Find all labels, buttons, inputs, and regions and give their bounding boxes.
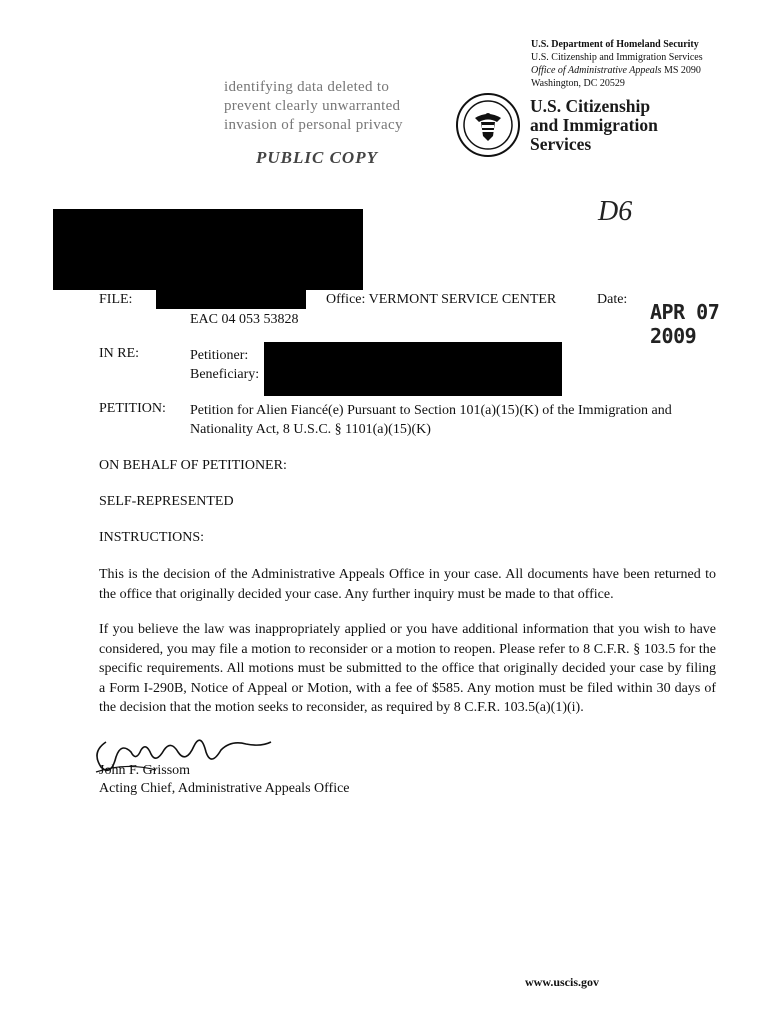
agency-address-block xyxy=(531,38,761,90)
uscis-name-line2: and Immigration xyxy=(530,115,658,135)
self-represented: SELF-REPRESENTED xyxy=(99,494,234,509)
agency-line: U.S. Citizenship and Immigration Services xyxy=(531,52,703,63)
file-number: EAC 04 053 53828 xyxy=(190,312,299,327)
stamp-line1: identifying data deleted to xyxy=(224,79,390,95)
office-label: Office: xyxy=(326,292,366,307)
date-stamp: APR 07 2009 xyxy=(650,300,720,348)
uscis-name-line1: U.S. Citizenship xyxy=(530,96,651,116)
handwritten-mark: D6 xyxy=(598,196,633,227)
office-field xyxy=(326,290,556,309)
petitioner-label: Petitioner: xyxy=(190,348,249,363)
instructions-heading: INSTRUCTIONS: xyxy=(99,530,205,545)
on-behalf-heading: ON BEHALF OF PETITIONER: xyxy=(99,458,287,473)
department-name: U.S. Department of Homeland Security xyxy=(531,39,699,50)
file-label: FILE: xyxy=(99,292,133,307)
redaction-block xyxy=(156,287,306,309)
date-label: Date: xyxy=(597,292,628,307)
uscis-name xyxy=(530,97,658,154)
redaction-block xyxy=(264,342,562,396)
in-re-label: IN RE: xyxy=(99,346,140,361)
beneficiary-label: Beneficiary: xyxy=(190,367,260,382)
signer-name: John F. Grissom xyxy=(99,763,191,778)
stamp-line3: invasion of personal privacy xyxy=(224,117,403,133)
signer-title: Acting Chief, Administrative Appeals Office xyxy=(99,781,350,796)
office-name: Office of Administrative Appeals xyxy=(531,65,662,76)
petition-label: PETITION: xyxy=(99,401,166,416)
public-copy-stamp: PUBLIC COPY xyxy=(256,148,378,167)
decision-paragraph: This is the decision of the Administrative Appeals Office in your case. All documents have been returned to the office that originally decided your case. Any further inquiry must be made to that office. xyxy=(99,567,716,602)
mailstop: MS 2090 xyxy=(661,65,701,76)
uscis-name-line3: Services xyxy=(530,134,592,154)
office-line xyxy=(531,64,761,77)
petition-line2: Nationality Act, 8 U.S.C. § 1101(a)(15)(K) xyxy=(190,422,431,437)
redaction-block xyxy=(53,209,363,290)
petition-line1: Petition for Alien Fiancé(e) Pursuant to Section 101(a)(15)(K) of the Immigration and xyxy=(190,403,672,418)
motion-paragraph: If you believe the law was inappropriately applied or you have additional information that you wish to have considered, you may file a motion to reconsider or a motion to reopen. Please refer to 8 C.F.R. § 103.5 for the specific requirements. All motions must be submitted to the office that originally decided your case by filing a Form I-290B, Notice of Appeal or Motion, with a fee of $585. Any motion must be filed within 30 days of the decision that the motion seeks to reconsider, as required by 8 C.F.R. 103.5(a)(1)(i). xyxy=(99,622,716,715)
address-line: Washington, DC 20529 xyxy=(531,78,625,89)
privacy-stamp xyxy=(224,78,403,135)
office-value: VERMONT SERVICE CENTER xyxy=(368,292,557,307)
footer-url: www.uscis.gov xyxy=(525,975,600,989)
dhs-seal-icon xyxy=(455,92,521,158)
stamp-line2: prevent clearly unwarranted xyxy=(224,98,401,114)
